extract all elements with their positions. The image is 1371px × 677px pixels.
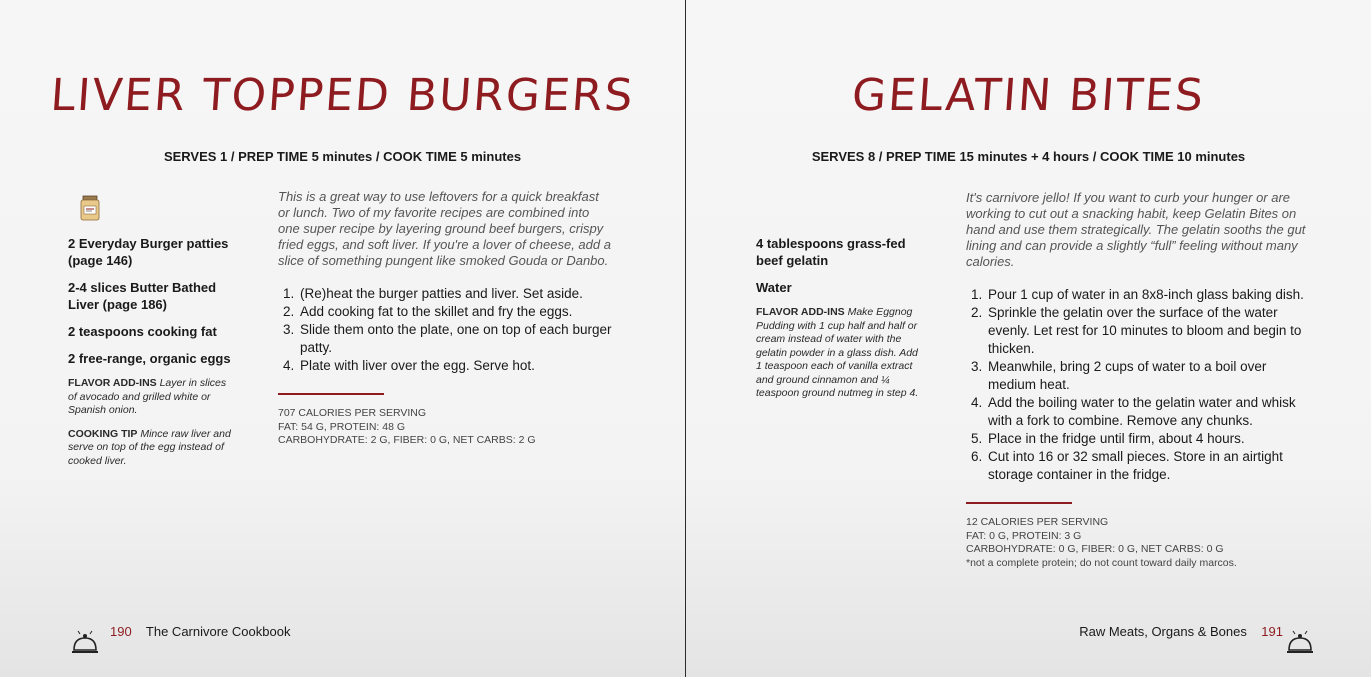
divider-rule [966,502,1072,504]
nutrition-info [278,407,613,448]
nutrition-line: CARBOHYDRATE: 2 G, FIBER: 0 G, NET CARBS: 2 G [278,434,536,446]
chapter-title: Raw Meats, Organs & Bones [1079,624,1247,639]
ingredient-item: 2 Everyday Burger patties (page 146) [68,236,229,268]
step-item: 4. Plate with liver over the egg. Serve hot. [298,357,613,375]
ingredient-item: 4 tablespoons grass-fed beef gelatin [756,236,906,268]
ingredient-item: 2 teaspoons cooking fat [68,324,217,339]
nutrition-line: FAT: 0 G, PROTEIN: 3 G [966,529,1082,542]
page-footer [1079,624,1283,639]
ingredient-item: 2-4 slices Butter Bathed Liver (page 186) [68,280,217,312]
step-item: 2. Add cooking fat to the skillet and fry the eggs. [298,303,613,321]
step-item: 6. Cut into 16 or 32 small pieces. Store in an airtight storage container in the fridge. [986,448,1308,484]
page-number: 190 [110,624,132,639]
step-item: 1. Pour 1 cup of water in an 8x8-inch glass baking dish. [986,286,1308,304]
recipe-body [278,189,613,448]
recipe-intro: This is a great way to use leftovers for a quick breakfast or lunch. Two of my favorite recipes are combined into one super recipe by layering ground beef burgers, crispy fried eggs, and soft liver. If you're a lover of cheese, add a slice of something pungent like smoked Gouda or Danbo. [278,189,611,268]
steps-list [278,285,613,375]
recipe-body [966,190,1308,570]
page-footer [110,624,290,639]
serves-line: SERVES 8 / PREP TIME 15 minutes + 4 hours / COOK TIME 10 minutes [811,149,1246,164]
page-number: 191 [1261,624,1283,639]
step-item: 2. Sprinkle the gelatin over the surface of the water evenly. Let rest for 10 minutes to bloom and begin to thicken. [986,304,1308,358]
step-item: 3. Slide them onto the plate, one on top of each burger patty. [298,321,613,357]
ingredient-list [68,235,248,478]
step-item: 1. (Re)heat the burger patties and liver. Set aside. [298,285,613,303]
serves-line: SERVES 1 / PREP TIME 5 minutes / COOK TIME 5 minutes [163,149,522,164]
ingredient-list [756,235,926,411]
recipe-intro: It's carnivore jello! If you want to curb your hunger or are working to cut out a snacking habit, keep Gelatin Bites on hand and use them strategically. The gelatin sooths the gut lining and can provide a slightly “full” feeling without many calories. [966,190,1306,269]
nutrition-line: CARBOHYDRATE: 0 G, FIBER: 0 G, NET CARBS: 0 G [966,543,1224,555]
nutrition-info [966,516,1308,570]
flavor-addins-note [756,306,924,401]
flavor-addins-label: FLAVOR ADD-INS [756,306,845,318]
ingredient-item: Water [756,280,792,295]
cooking-tip-text: Mince raw liver and serve on top of the egg instead of cooked liver. [68,427,231,467]
recipe-title: GELATIN BITES [850,70,1207,121]
cloche-icon [70,628,100,658]
nutrition-line: 707 CALORIES PER SERVING [278,407,427,419]
left-page [0,0,685,677]
divider-rule [278,393,384,395]
book-title: The Carnivore Cookbook [145,624,291,639]
step-item: 5. Place in the fridge until firm, about 4 hours. [986,430,1308,448]
jar-icon [80,194,100,222]
cooking-tip-note [68,428,233,469]
nutrition-line: FAT: 54 G, PROTEIN: 48 G [278,420,406,433]
right-page [686,0,1371,677]
flavor-addins-text: Make Eggnog Pudding with 1 cup half and half or cream instead of water with the gelatin powder in a glass dish. Add 1 teaspoon each of vanilla extract and ground cinnamon and ¼ teaspoon ground nutmeg in step 4. [756,306,919,399]
nutrition-line: 12 CALORIES PER SERVING [966,516,1109,528]
steps-list [966,286,1308,484]
ingredient-item: 2 free-range, organic eggs [68,351,231,366]
flavor-addins-note [68,377,233,418]
cloche-icon [1285,628,1315,658]
cooking-tip-label: COOKING TIP [68,427,138,440]
flavor-addins-text: Layer in slices of avocado and grilled white or Spanish onion. [68,377,227,416]
recipe-title: LIVER TOPPED BURGERS [48,70,637,121]
flavor-addins-label: FLAVOR ADD-INS [68,377,157,389]
nutrition-footnote: *not a complete protein; do not count toward daily marcos. [966,556,1237,569]
step-item: 3. Meanwhile, bring 2 cups of water to a boil over medium heat. [986,358,1308,394]
step-item: 4. Add the boiling water to the gelatin water and whisk with a fork to combine. Remove any chunks. [986,394,1308,430]
